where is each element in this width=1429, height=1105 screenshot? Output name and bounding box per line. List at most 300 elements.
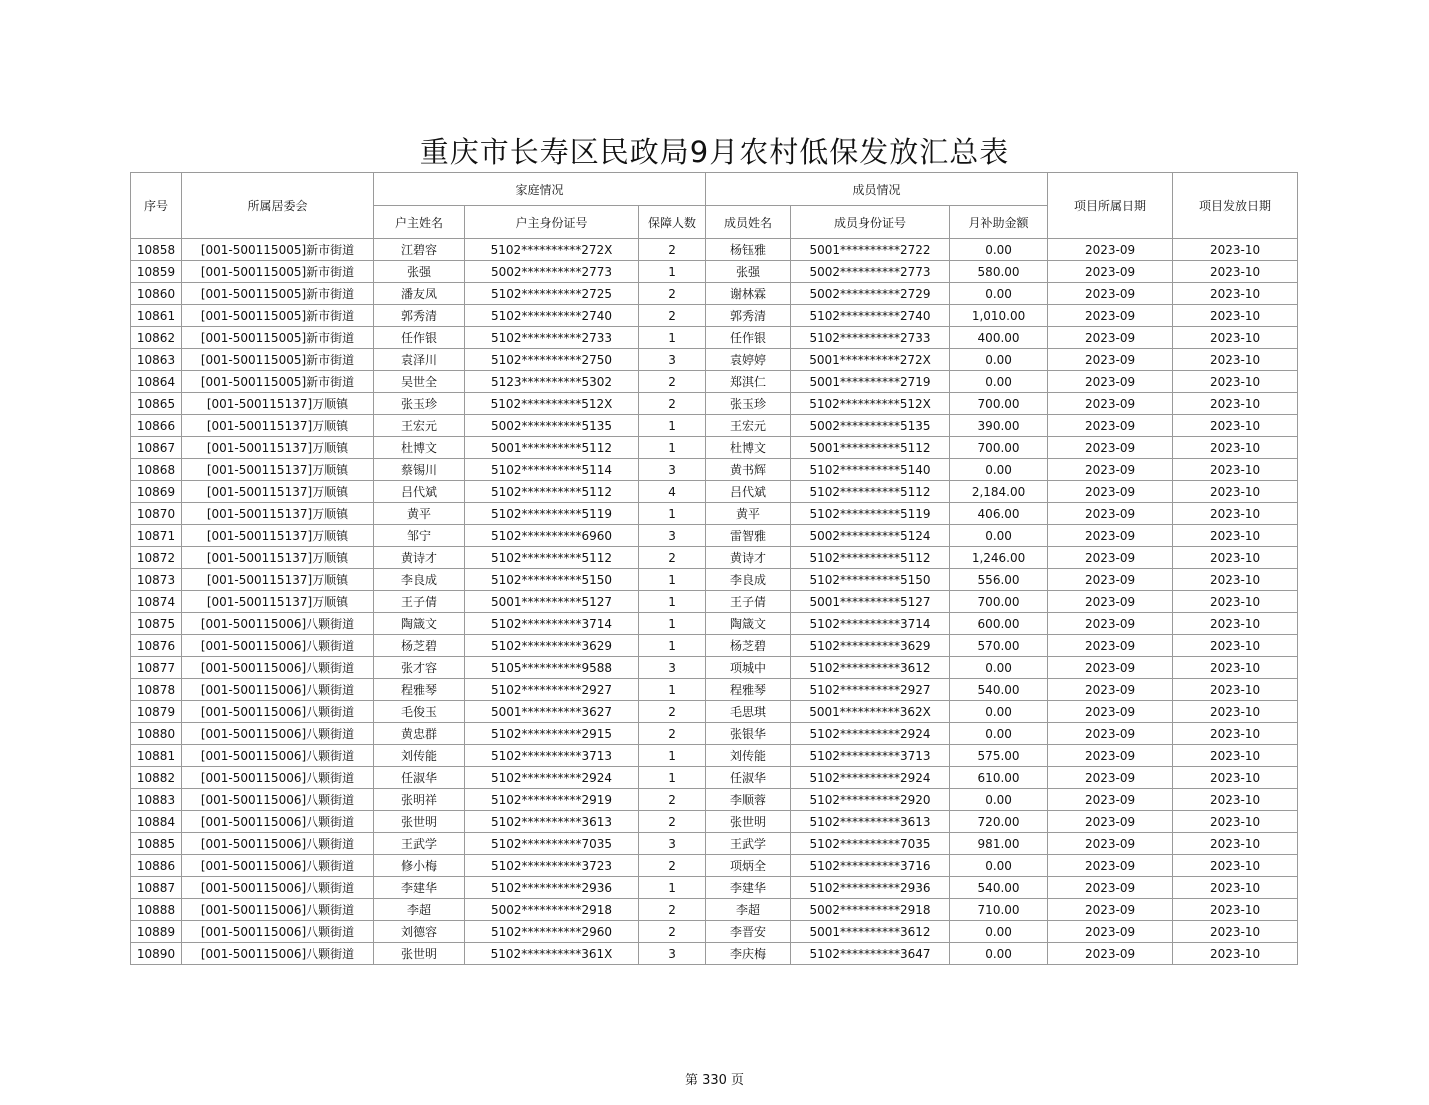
cell-seq: 10875 bbox=[131, 613, 182, 635]
cell-issue-date: 2023-10 bbox=[1173, 327, 1298, 349]
cell-issue-date: 2023-10 bbox=[1173, 767, 1298, 789]
header-count: 保障人数 bbox=[639, 206, 706, 239]
cell-project-date: 2023-09 bbox=[1048, 437, 1173, 459]
table-row bbox=[131, 877, 1298, 899]
cell-amount: 540.00 bbox=[950, 679, 1048, 701]
cell-member-name: 陶箴文 bbox=[706, 613, 791, 635]
cell-issue-date: 2023-10 bbox=[1173, 525, 1298, 547]
cell-committee: [001-500115006]八颗街道 bbox=[182, 943, 374, 965]
cell-count: 1 bbox=[639, 569, 706, 591]
cell-issue-date: 2023-10 bbox=[1173, 415, 1298, 437]
cell-member-id: 5001**********2719 bbox=[791, 371, 950, 393]
cell-head-name: 李建华 bbox=[374, 877, 465, 899]
cell-issue-date: 2023-10 bbox=[1173, 877, 1298, 899]
cell-amount: 710.00 bbox=[950, 899, 1048, 921]
cell-issue-date: 2023-10 bbox=[1173, 371, 1298, 393]
cell-issue-date: 2023-10 bbox=[1173, 261, 1298, 283]
cell-count: 1 bbox=[639, 745, 706, 767]
cell-member-name: 雷智雅 bbox=[706, 525, 791, 547]
cell-seq: 10863 bbox=[131, 349, 182, 371]
cell-head-name: 邹宁 bbox=[374, 525, 465, 547]
cell-head-id: 5102**********2750 bbox=[465, 349, 639, 371]
cell-member-name: 杨钰雅 bbox=[706, 239, 791, 261]
cell-seq: 10887 bbox=[131, 877, 182, 899]
table-row bbox=[131, 415, 1298, 437]
header-issue-date: 项目发放日期 bbox=[1173, 173, 1298, 239]
table-row bbox=[131, 591, 1298, 613]
cell-amount: 0.00 bbox=[950, 239, 1048, 261]
cell-seq: 10872 bbox=[131, 547, 182, 569]
table-row bbox=[131, 349, 1298, 371]
cell-member-id: 5002**********2773 bbox=[791, 261, 950, 283]
cell-seq: 10862 bbox=[131, 327, 182, 349]
cell-amount: 2,184.00 bbox=[950, 481, 1048, 503]
cell-member-id: 5102**********5112 bbox=[791, 547, 950, 569]
cell-seq: 10882 bbox=[131, 767, 182, 789]
page-title: 重庆市长寿区民政局9月农村低保发放汇总表 bbox=[419, 135, 1010, 169]
cell-count: 4 bbox=[639, 481, 706, 503]
table-row bbox=[131, 327, 1298, 349]
cell-member-id: 5102**********2924 bbox=[791, 767, 950, 789]
cell-count: 3 bbox=[639, 833, 706, 855]
cell-count: 3 bbox=[639, 525, 706, 547]
cell-project-date: 2023-09 bbox=[1048, 745, 1173, 767]
cell-committee: [001-500115005]新市街道 bbox=[182, 305, 374, 327]
cell-head-id: 5001**********5112 bbox=[465, 437, 639, 459]
cell-member-name: 吕代斌 bbox=[706, 481, 791, 503]
cell-project-date: 2023-09 bbox=[1048, 591, 1173, 613]
cell-project-date: 2023-09 bbox=[1048, 723, 1173, 745]
cell-member-id: 5102**********2936 bbox=[791, 877, 950, 899]
cell-count: 2 bbox=[639, 855, 706, 877]
header-head-id: 户主身份证号 bbox=[465, 206, 639, 239]
cell-committee: [001-500115006]八颗街道 bbox=[182, 767, 374, 789]
cell-project-date: 2023-09 bbox=[1048, 635, 1173, 657]
cell-issue-date: 2023-10 bbox=[1173, 635, 1298, 657]
table-row bbox=[131, 657, 1298, 679]
cell-count: 2 bbox=[639, 811, 706, 833]
cell-head-name: 黄忠群 bbox=[374, 723, 465, 745]
cell-project-date: 2023-09 bbox=[1048, 283, 1173, 305]
table-body bbox=[131, 239, 1298, 965]
cell-head-name: 毛俊玉 bbox=[374, 701, 465, 723]
cell-committee: [001-500115006]八颗街道 bbox=[182, 723, 374, 745]
cell-issue-date: 2023-10 bbox=[1173, 855, 1298, 877]
cell-seq: 10878 bbox=[131, 679, 182, 701]
cell-amount: 556.00 bbox=[950, 569, 1048, 591]
cell-project-date: 2023-09 bbox=[1048, 503, 1173, 525]
cell-issue-date: 2023-10 bbox=[1173, 657, 1298, 679]
cell-member-name: 任作银 bbox=[706, 327, 791, 349]
cell-member-name: 李良成 bbox=[706, 569, 791, 591]
cell-head-name: 张才容 bbox=[374, 657, 465, 679]
cell-issue-date: 2023-10 bbox=[1173, 239, 1298, 261]
cell-count: 2 bbox=[639, 921, 706, 943]
cell-member-id: 5102**********3647 bbox=[791, 943, 950, 965]
cell-project-date: 2023-09 bbox=[1048, 261, 1173, 283]
header-family-group: 家庭情况 bbox=[374, 173, 706, 206]
cell-seq: 10889 bbox=[131, 921, 182, 943]
cell-head-name: 蔡锡川 bbox=[374, 459, 465, 481]
cell-head-id: 5102**********2725 bbox=[465, 283, 639, 305]
cell-committee: [001-500115005]新市街道 bbox=[182, 261, 374, 283]
cell-count: 3 bbox=[639, 349, 706, 371]
cell-head-name: 刘传能 bbox=[374, 745, 465, 767]
cell-member-name: 王宏元 bbox=[706, 415, 791, 437]
cell-seq: 10876 bbox=[131, 635, 182, 657]
cell-issue-date: 2023-10 bbox=[1173, 503, 1298, 525]
cell-seq: 10883 bbox=[131, 789, 182, 811]
cell-head-id: 5102**********2927 bbox=[465, 679, 639, 701]
cell-project-date: 2023-09 bbox=[1048, 525, 1173, 547]
cell-count: 1 bbox=[639, 877, 706, 899]
cell-member-id: 5002**********2729 bbox=[791, 283, 950, 305]
cell-issue-date: 2023-10 bbox=[1173, 921, 1298, 943]
cell-committee: [001-500115006]八颗街道 bbox=[182, 833, 374, 855]
cell-amount: 600.00 bbox=[950, 613, 1048, 635]
cell-head-id: 5102**********3629 bbox=[465, 635, 639, 657]
cell-amount: 700.00 bbox=[950, 437, 1048, 459]
cell-member-name: 黄书辉 bbox=[706, 459, 791, 481]
cell-project-date: 2023-09 bbox=[1048, 371, 1173, 393]
cell-seq: 10874 bbox=[131, 591, 182, 613]
cell-committee: [001-500115137]万顺镇 bbox=[182, 591, 374, 613]
cell-member-id: 5002**********5124 bbox=[791, 525, 950, 547]
table-row bbox=[131, 635, 1298, 657]
cell-count: 2 bbox=[639, 283, 706, 305]
cell-head-name: 刘德容 bbox=[374, 921, 465, 943]
table-row bbox=[131, 679, 1298, 701]
table-row bbox=[131, 855, 1298, 877]
cell-head-id: 5123**********5302 bbox=[465, 371, 639, 393]
cell-seq: 10864 bbox=[131, 371, 182, 393]
cell-count: 2 bbox=[639, 371, 706, 393]
cell-committee: [001-500115137]万顺镇 bbox=[182, 415, 374, 437]
cell-committee: [001-500115137]万顺镇 bbox=[182, 481, 374, 503]
cell-count: 1 bbox=[639, 767, 706, 789]
cell-count: 1 bbox=[639, 437, 706, 459]
cell-committee: [001-500115137]万顺镇 bbox=[182, 393, 374, 415]
table-row bbox=[131, 723, 1298, 745]
cell-count: 2 bbox=[639, 789, 706, 811]
table-header bbox=[131, 173, 1298, 239]
cell-count: 3 bbox=[639, 657, 706, 679]
cell-seq: 10890 bbox=[131, 943, 182, 965]
cell-member-id: 5001**********2722 bbox=[791, 239, 950, 261]
cell-member-id: 5001**********5127 bbox=[791, 591, 950, 613]
cell-member-name: 张世明 bbox=[706, 811, 791, 833]
cell-committee: [001-500115005]新市街道 bbox=[182, 349, 374, 371]
cell-member-id: 5102**********5112 bbox=[791, 481, 950, 503]
header-member-name: 成员姓名 bbox=[706, 206, 791, 239]
cell-head-name: 李良成 bbox=[374, 569, 465, 591]
cell-head-name: 修小梅 bbox=[374, 855, 465, 877]
table-row bbox=[131, 371, 1298, 393]
cell-head-name: 王武学 bbox=[374, 833, 465, 855]
cell-head-id: 5102**********3723 bbox=[465, 855, 639, 877]
cell-amount: 0.00 bbox=[950, 459, 1048, 481]
cell-committee: [001-500115006]八颗街道 bbox=[182, 921, 374, 943]
cell-count: 1 bbox=[639, 503, 706, 525]
cell-head-id: 5102**********2936 bbox=[465, 877, 639, 899]
cell-project-date: 2023-09 bbox=[1048, 613, 1173, 635]
table-row bbox=[131, 833, 1298, 855]
cell-amount: 1,246.00 bbox=[950, 547, 1048, 569]
cell-project-date: 2023-09 bbox=[1048, 921, 1173, 943]
table-row bbox=[131, 525, 1298, 547]
cell-amount: 610.00 bbox=[950, 767, 1048, 789]
cell-project-date: 2023-09 bbox=[1048, 679, 1173, 701]
cell-project-date: 2023-09 bbox=[1048, 855, 1173, 877]
cell-head-id: 5102**********512X bbox=[465, 393, 639, 415]
cell-issue-date: 2023-10 bbox=[1173, 283, 1298, 305]
cell-head-id: 5102**********5114 bbox=[465, 459, 639, 481]
cell-member-id: 5001**********272X bbox=[791, 349, 950, 371]
cell-issue-date: 2023-10 bbox=[1173, 459, 1298, 481]
cell-count: 2 bbox=[639, 701, 706, 723]
cell-member-name: 李顺蓉 bbox=[706, 789, 791, 811]
cell-member-id: 5102**********3713 bbox=[791, 745, 950, 767]
cell-committee: [001-500115006]八颗街道 bbox=[182, 679, 374, 701]
cell-head-name: 吴世全 bbox=[374, 371, 465, 393]
cell-member-name: 李超 bbox=[706, 899, 791, 921]
cell-head-id: 5102**********3613 bbox=[465, 811, 639, 833]
cell-head-id: 5102**********361X bbox=[465, 943, 639, 965]
cell-amount: 0.00 bbox=[950, 525, 1048, 547]
cell-count: 1 bbox=[639, 613, 706, 635]
table-row bbox=[131, 547, 1298, 569]
cell-issue-date: 2023-10 bbox=[1173, 943, 1298, 965]
cell-issue-date: 2023-10 bbox=[1173, 547, 1298, 569]
cell-amount: 0.00 bbox=[950, 349, 1048, 371]
cell-member-id: 5102**********3714 bbox=[791, 613, 950, 635]
cell-committee: [001-500115006]八颗街道 bbox=[182, 899, 374, 921]
cell-committee: [001-500115006]八颗街道 bbox=[182, 877, 374, 899]
cell-amount: 700.00 bbox=[950, 591, 1048, 613]
cell-project-date: 2023-09 bbox=[1048, 569, 1173, 591]
cell-member-name: 袁婷婷 bbox=[706, 349, 791, 371]
cell-member-name: 张强 bbox=[706, 261, 791, 283]
cell-head-name: 张世明 bbox=[374, 811, 465, 833]
cell-head-id: 5102**********5112 bbox=[465, 547, 639, 569]
cell-member-id: 5102**********5140 bbox=[791, 459, 950, 481]
header-member-group: 成员情况 bbox=[706, 173, 1048, 206]
cell-head-id: 5001**********5127 bbox=[465, 591, 639, 613]
cell-head-name: 张玉珍 bbox=[374, 393, 465, 415]
cell-head-name: 袁泽川 bbox=[374, 349, 465, 371]
cell-issue-date: 2023-10 bbox=[1173, 701, 1298, 723]
table-row bbox=[131, 393, 1298, 415]
cell-issue-date: 2023-10 bbox=[1173, 899, 1298, 921]
cell-seq: 10885 bbox=[131, 833, 182, 855]
cell-member-id: 5102**********7035 bbox=[791, 833, 950, 855]
cell-head-name: 张强 bbox=[374, 261, 465, 283]
cell-head-id: 5102**********2740 bbox=[465, 305, 639, 327]
cell-seq: 10868 bbox=[131, 459, 182, 481]
cell-member-name: 黄平 bbox=[706, 503, 791, 525]
cell-amount: 1,010.00 bbox=[950, 305, 1048, 327]
cell-member-id: 5102**********3716 bbox=[791, 855, 950, 877]
cell-count: 1 bbox=[639, 635, 706, 657]
cell-project-date: 2023-09 bbox=[1048, 459, 1173, 481]
cell-project-date: 2023-09 bbox=[1048, 239, 1173, 261]
cell-member-id: 5102**********2920 bbox=[791, 789, 950, 811]
cell-count: 1 bbox=[639, 415, 706, 437]
table-row bbox=[131, 899, 1298, 921]
cell-project-date: 2023-09 bbox=[1048, 481, 1173, 503]
cell-head-id: 5002**********5135 bbox=[465, 415, 639, 437]
cell-head-name: 程雅琴 bbox=[374, 679, 465, 701]
cell-member-name: 项城中 bbox=[706, 657, 791, 679]
cell-head-id: 5002**********2773 bbox=[465, 261, 639, 283]
cell-amount: 0.00 bbox=[950, 283, 1048, 305]
table-row bbox=[131, 943, 1298, 965]
header-amount: 月补助金额 bbox=[950, 206, 1048, 239]
cell-member-name: 黄诗才 bbox=[706, 547, 791, 569]
cell-head-id: 5002**********2918 bbox=[465, 899, 639, 921]
cell-seq: 10865 bbox=[131, 393, 182, 415]
cell-head-id: 5102**********5112 bbox=[465, 481, 639, 503]
cell-head-id: 5102**********2960 bbox=[465, 921, 639, 943]
cell-project-date: 2023-09 bbox=[1048, 547, 1173, 569]
cell-member-id: 5102**********3612 bbox=[791, 657, 950, 679]
cell-member-id: 5002**********5135 bbox=[791, 415, 950, 437]
cell-member-id: 5001**********362X bbox=[791, 701, 950, 723]
cell-member-id: 5102**********5150 bbox=[791, 569, 950, 591]
table-row bbox=[131, 261, 1298, 283]
cell-seq: 10858 bbox=[131, 239, 182, 261]
cell-amount: 575.00 bbox=[950, 745, 1048, 767]
table-row bbox=[131, 613, 1298, 635]
table-row bbox=[131, 305, 1298, 327]
cell-amount: 0.00 bbox=[950, 723, 1048, 745]
cell-head-id: 5102**********5119 bbox=[465, 503, 639, 525]
header-head-name: 户主姓名 bbox=[374, 206, 465, 239]
cell-seq: 10873 bbox=[131, 569, 182, 591]
cell-committee: [001-500115006]八颗街道 bbox=[182, 855, 374, 877]
cell-project-date: 2023-09 bbox=[1048, 877, 1173, 899]
cell-count: 2 bbox=[639, 723, 706, 745]
cell-member-name: 毛思琪 bbox=[706, 701, 791, 723]
table-row bbox=[131, 569, 1298, 591]
cell-head-name: 任淑华 bbox=[374, 767, 465, 789]
cell-amount: 390.00 bbox=[950, 415, 1048, 437]
cell-amount: 0.00 bbox=[950, 701, 1048, 723]
cell-head-name: 张世明 bbox=[374, 943, 465, 965]
cell-amount: 540.00 bbox=[950, 877, 1048, 899]
table-row bbox=[131, 811, 1298, 833]
cell-count: 2 bbox=[639, 305, 706, 327]
cell-amount: 0.00 bbox=[950, 657, 1048, 679]
cell-seq: 10880 bbox=[131, 723, 182, 745]
cell-member-name: 刘传能 bbox=[706, 745, 791, 767]
cell-issue-date: 2023-10 bbox=[1173, 393, 1298, 415]
cell-committee: [001-500115005]新市街道 bbox=[182, 327, 374, 349]
cell-head-name: 潘友凤 bbox=[374, 283, 465, 305]
cell-member-name: 张银华 bbox=[706, 723, 791, 745]
cell-amount: 700.00 bbox=[950, 393, 1048, 415]
header-project-date: 项目所属日期 bbox=[1048, 173, 1173, 239]
cell-head-id: 5102**********2924 bbox=[465, 767, 639, 789]
cell-committee: [001-500115005]新市街道 bbox=[182, 371, 374, 393]
cell-amount: 0.00 bbox=[950, 371, 1048, 393]
cell-head-id: 5001**********3627 bbox=[465, 701, 639, 723]
cell-count: 1 bbox=[639, 591, 706, 613]
cell-amount: 580.00 bbox=[950, 261, 1048, 283]
cell-head-name: 郭秀清 bbox=[374, 305, 465, 327]
cell-member-id: 5102**********2924 bbox=[791, 723, 950, 745]
cell-head-name: 杨芝碧 bbox=[374, 635, 465, 657]
cell-member-name: 郑淇仁 bbox=[706, 371, 791, 393]
cell-amount: 400.00 bbox=[950, 327, 1048, 349]
cell-head-id: 5102**********3713 bbox=[465, 745, 639, 767]
cell-seq: 10879 bbox=[131, 701, 182, 723]
cell-member-name: 李建华 bbox=[706, 877, 791, 899]
cell-count: 3 bbox=[639, 459, 706, 481]
cell-project-date: 2023-09 bbox=[1048, 415, 1173, 437]
cell-member-name: 李晋安 bbox=[706, 921, 791, 943]
cell-seq: 10888 bbox=[131, 899, 182, 921]
cell-seq: 10860 bbox=[131, 283, 182, 305]
table-row bbox=[131, 459, 1298, 481]
cell-committee: [001-500115006]八颗街道 bbox=[182, 657, 374, 679]
cell-project-date: 2023-09 bbox=[1048, 767, 1173, 789]
cell-issue-date: 2023-10 bbox=[1173, 437, 1298, 459]
cell-head-name: 王宏元 bbox=[374, 415, 465, 437]
cell-member-id: 5102**********512X bbox=[791, 393, 950, 415]
table-row bbox=[131, 239, 1298, 261]
cell-committee: [001-500115137]万顺镇 bbox=[182, 503, 374, 525]
cell-member-name: 杜博文 bbox=[706, 437, 791, 459]
cell-seq: 10861 bbox=[131, 305, 182, 327]
cell-head-name: 黄平 bbox=[374, 503, 465, 525]
cell-amount: 570.00 bbox=[950, 635, 1048, 657]
cell-issue-date: 2023-10 bbox=[1173, 569, 1298, 591]
cell-member-name: 杨芝碧 bbox=[706, 635, 791, 657]
cell-head-name: 江碧容 bbox=[374, 239, 465, 261]
cell-committee: [001-500115137]万顺镇 bbox=[182, 437, 374, 459]
page-number: 第 330 页 bbox=[684, 1073, 745, 1088]
cell-issue-date: 2023-10 bbox=[1173, 349, 1298, 371]
cell-committee: [001-500115006]八颗街道 bbox=[182, 811, 374, 833]
cell-head-name: 陶箴文 bbox=[374, 613, 465, 635]
cell-head-name: 黄诗才 bbox=[374, 547, 465, 569]
cell-head-id: 5105**********9588 bbox=[465, 657, 639, 679]
cell-issue-date: 2023-10 bbox=[1173, 613, 1298, 635]
cell-amount: 0.00 bbox=[950, 855, 1048, 877]
cell-seq: 10859 bbox=[131, 261, 182, 283]
cell-member-name: 张玉珍 bbox=[706, 393, 791, 415]
cell-member-id: 5102**********3629 bbox=[791, 635, 950, 657]
cell-count: 1 bbox=[639, 327, 706, 349]
cell-amount: 0.00 bbox=[950, 943, 1048, 965]
cell-head-id: 5102**********6960 bbox=[465, 525, 639, 547]
header-member-id: 成员身份证号 bbox=[791, 206, 950, 239]
cell-member-name: 王武学 bbox=[706, 833, 791, 855]
cell-head-id: 5102**********2733 bbox=[465, 327, 639, 349]
cell-committee: [001-500115005]新市街道 bbox=[182, 239, 374, 261]
cell-issue-date: 2023-10 bbox=[1173, 745, 1298, 767]
cell-member-name: 谢林霖 bbox=[706, 283, 791, 305]
table-row bbox=[131, 481, 1298, 503]
cell-amount: 406.00 bbox=[950, 503, 1048, 525]
cell-count: 2 bbox=[639, 239, 706, 261]
cell-seq: 10871 bbox=[131, 525, 182, 547]
cell-member-name: 任淑华 bbox=[706, 767, 791, 789]
cell-member-id: 5102**********2927 bbox=[791, 679, 950, 701]
cell-member-name: 李庆梅 bbox=[706, 943, 791, 965]
cell-seq: 10866 bbox=[131, 415, 182, 437]
